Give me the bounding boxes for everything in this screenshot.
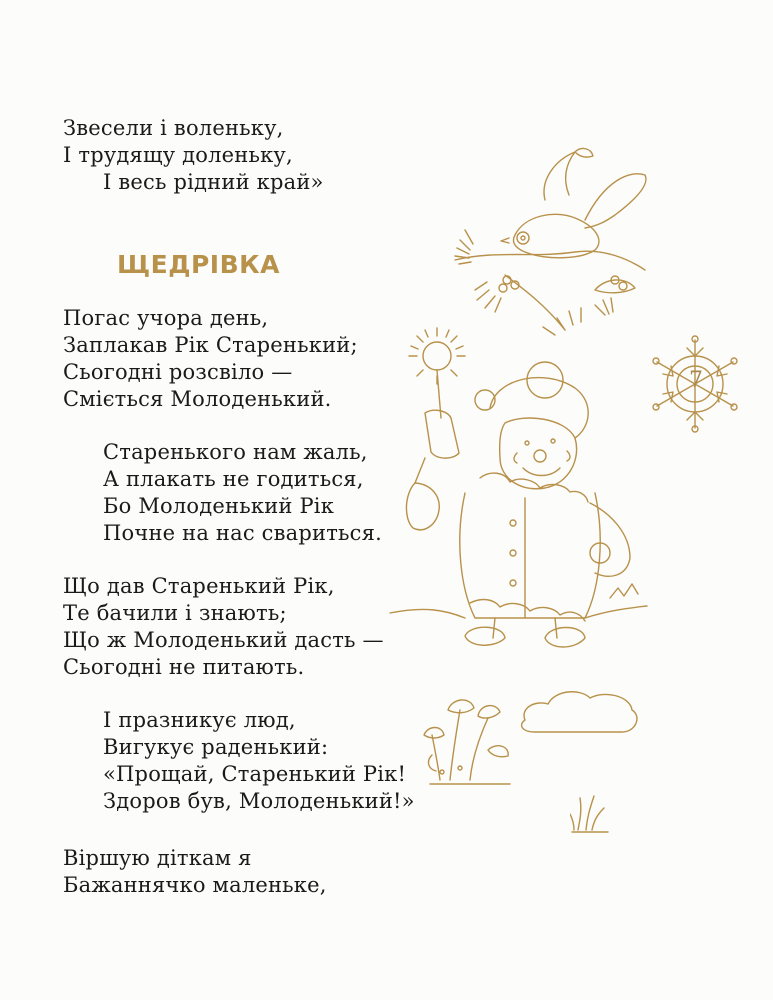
poem-line: І трудящу доленьку,: [63, 143, 293, 167]
grass-tuft-illustration: [570, 790, 610, 835]
poem-title: ЩЕДРІВКА: [117, 250, 280, 279]
poem-line: Старенького нам жаль,: [103, 440, 368, 464]
poem-line: Бо Молоденький Рік: [103, 494, 335, 518]
poem-line: Віршую діткам я: [63, 846, 252, 870]
poem-line: Погас учора день,: [63, 306, 269, 330]
poem-line: Бажаннячко маленьке,: [63, 873, 327, 897]
poem-line: «Прощай, Старенький Рік!: [103, 762, 407, 786]
poem-line: Звесели і воленьку,: [63, 116, 284, 140]
poem-line: І весь рідний край»: [103, 170, 324, 194]
poem-line: Заплакав Рік Старенький;: [63, 333, 358, 357]
plants-and-cloud-illustration: [420, 680, 640, 790]
poem-line: Здоров був, Молоденький!»: [103, 789, 415, 813]
poem-line: Що ж Молоденький дасть —: [63, 628, 384, 652]
poem-line: А плакать не годиться,: [103, 467, 364, 491]
page-number: 7: [689, 368, 703, 393]
boy-with-sparkler-illustration: [385, 318, 650, 668]
poem-line: Почне на нас свариться.: [103, 521, 382, 545]
poem-line: Те бачили і знають;: [63, 601, 287, 625]
poem-line: Вигукує раденький:: [103, 735, 329, 759]
poem-line: Сьогодні не питають.: [63, 655, 305, 679]
poem-line: Сьогодні розсвіло —: [63, 360, 293, 384]
poem-line: Сміється Молоденький.: [63, 387, 332, 411]
poem-line: І празникує люд,: [103, 708, 296, 732]
bird-on-pine-branch-illustration: [445, 140, 655, 345]
poem-line: Що дав Старенький Рік,: [63, 574, 335, 598]
